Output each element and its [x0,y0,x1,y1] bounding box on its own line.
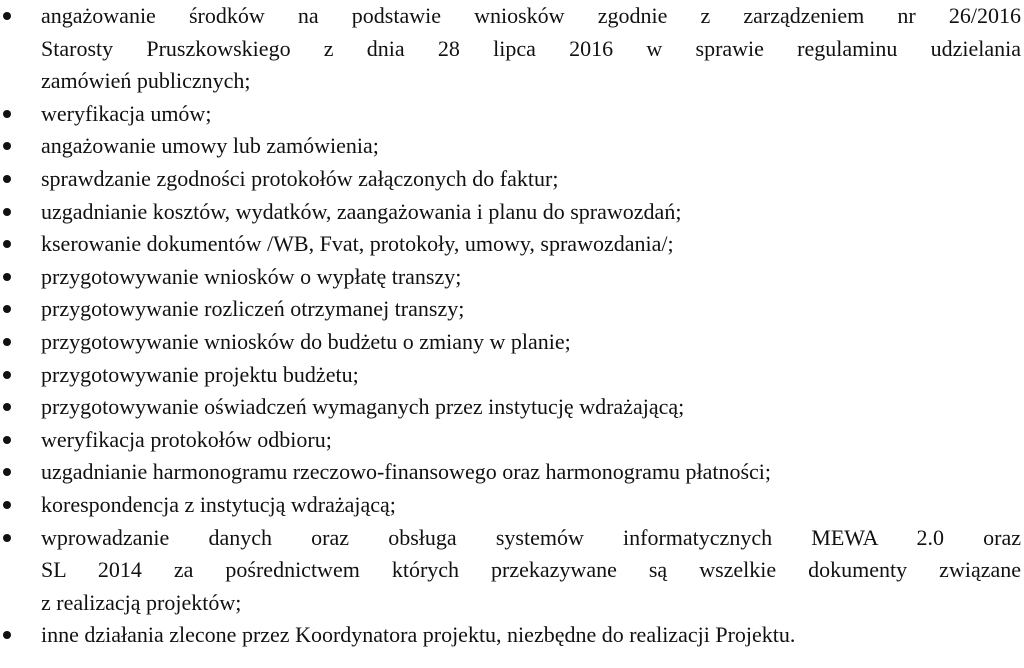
bullet-icon [3,631,11,639]
list-item-text: angażowanie środków na podstawie wniosków zgodnie z zarządzeniem nr 26/2016 [41,3,1021,28]
list-item [0,0,1024,98]
list-item [0,522,1024,620]
list-item [0,163,1024,196]
list-item [0,359,1024,392]
bullet-icon [3,436,11,444]
list-item [0,424,1024,457]
list-item-text: angażowanie umowy lub zamówienia; [41,133,379,159]
list-item [0,261,1024,294]
bullet-icon [3,110,11,118]
bullet-icon [3,273,11,281]
bullet-icon [3,142,11,150]
list-item [0,391,1024,424]
bullet-icon [3,208,11,216]
bullet-icon [3,403,11,411]
bullet-icon [3,501,11,509]
list-item [0,456,1024,489]
list-item-text: sprawdzanie zgodności protokołów załączonych do faktur; [41,165,559,191]
list-item-text: SL 2014 za pośrednictwem których przekazywane są wszelkie dokumenty związane [41,557,1021,583]
list-item [0,489,1024,522]
list-item [0,98,1024,131]
list-item-text: Starosty Pruszkowskiego z dnia 28 lipca 2016 w sprawie regulaminu udzielania [41,35,1021,61]
list-item-text: uzgadnianie kosztów, wydatków, zaangażowania i planu do sprawozdań; [41,198,682,224]
list-item-text: wprowadzanie danych oraz obsługa systemów informatycznych MEWA 2.0 oraz [41,524,1021,550]
list-item-text: przygotowywanie wniosków do budżetu o zmiany w planie; [41,328,571,354]
list-item-text: korespondencja z instytucją wdrażającą; [41,491,396,517]
list-item-text: z realizacją projektów; [41,589,242,615]
list-item [0,228,1024,261]
list-item [0,130,1024,163]
list-item-text: przygotowywanie oświadczeń wymaganych przez instytucję wdrażającą; [41,394,685,420]
list-item [0,196,1024,229]
list-item-text: inne działania zlecone przez Koordynatora projektu, niezbędne do realizacji Projektu. [41,622,796,648]
list-item-text: uzgadnianie harmonogramu rzeczowo-finansowego oraz harmonogramu płatności; [41,459,772,485]
bullet-icon [3,12,11,20]
list-item-text: przygotowywanie rozliczeń otrzymanej transzy; [41,296,465,322]
list-item-text: przygotowywanie wniosków o wypłatę transzy; [41,263,462,289]
list-item [0,326,1024,359]
bullet-icon [3,534,11,542]
list-item [0,293,1024,326]
bullet-icon [3,305,11,313]
list-item-text: kserowanie dokumentów /WB, Fvat, protokoły, umowy, sprawozdania/; [41,231,674,257]
list-item-text: weryfikacja umów; [41,100,212,126]
bullet-icon [3,240,11,248]
list-item-text: przygotowywanie projektu budżetu; [41,361,359,387]
bullet-icon [3,338,11,346]
list-item-text: zamówień publicznych; [41,68,251,94]
bullet-icon [3,175,11,183]
list-item-text: weryfikacja protokołów odbioru; [41,426,332,452]
bullet-icon [3,468,11,476]
list-item [0,619,1024,652]
bullet-icon [3,371,11,379]
